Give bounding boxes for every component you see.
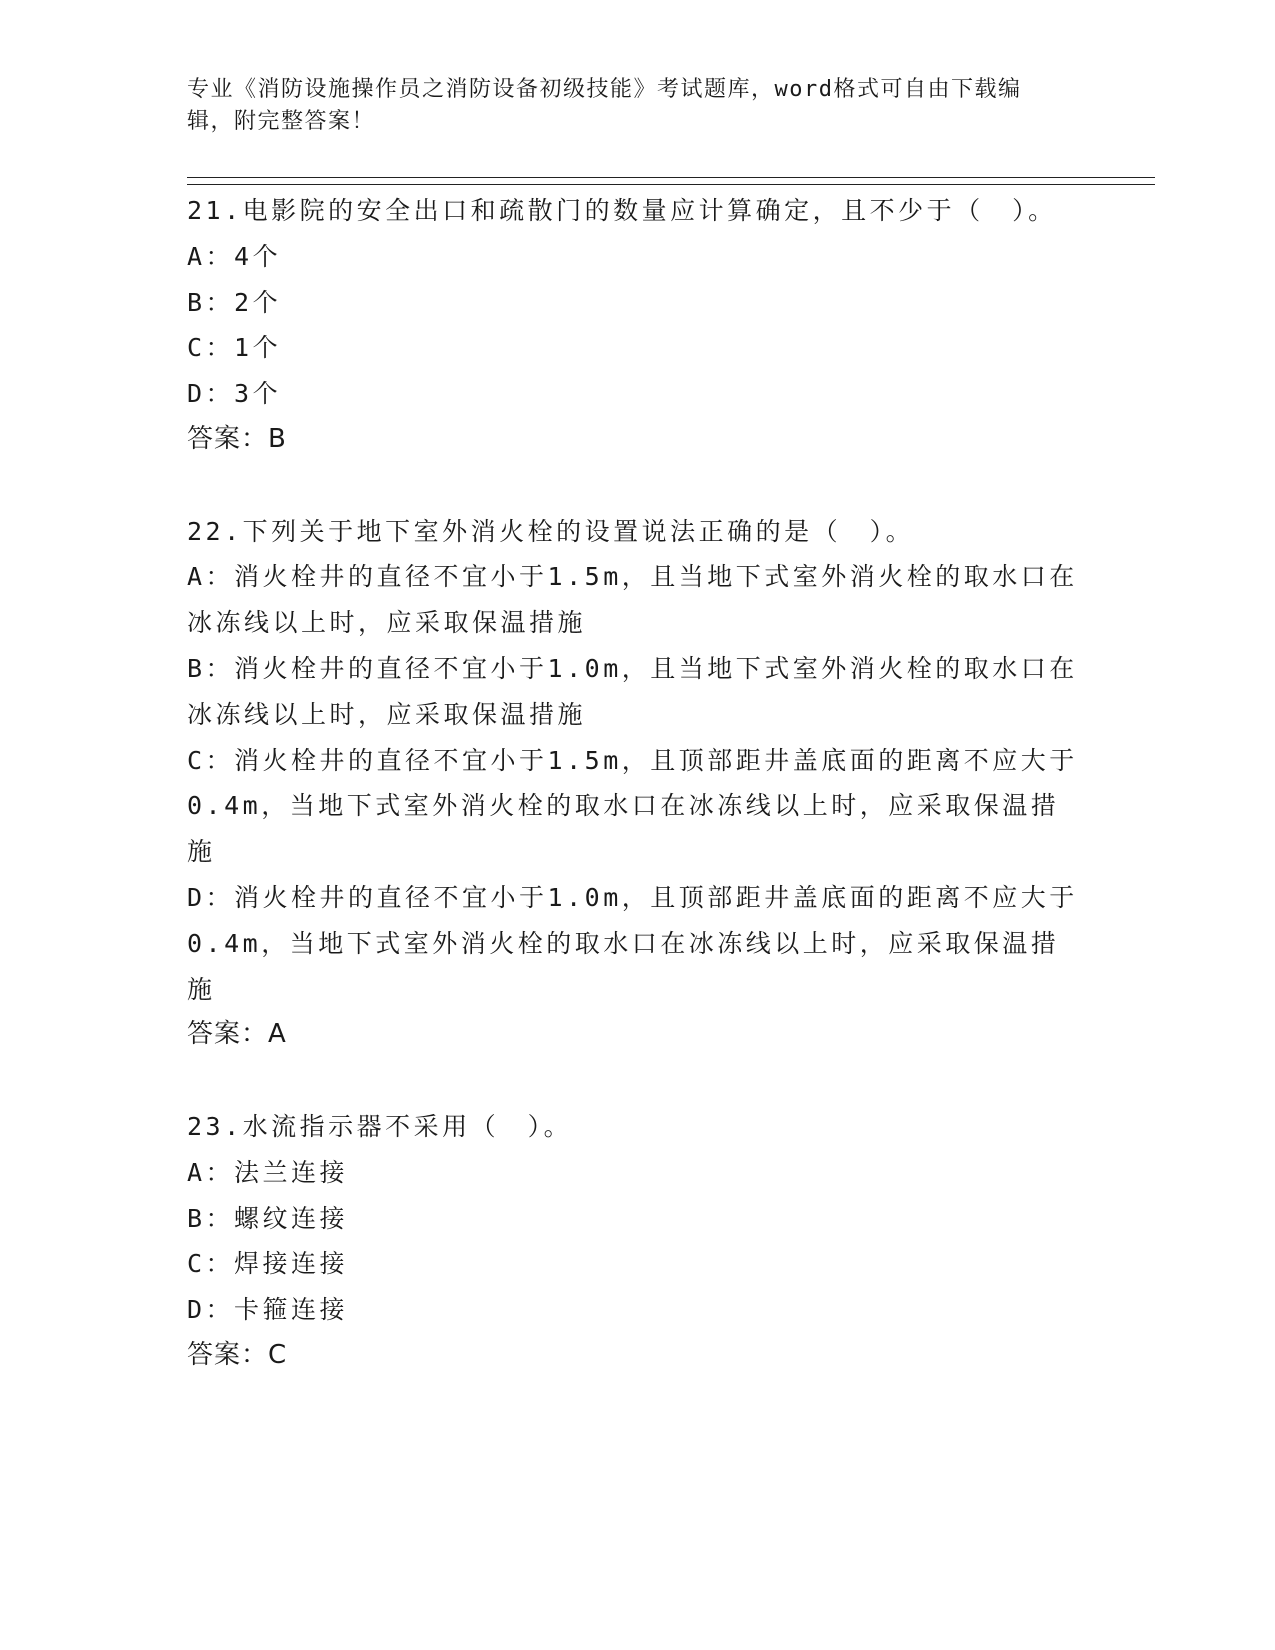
question-22: [187, 509, 1087, 1059]
question-stem: 23.水流指示器不采用（ ）。: [187, 1111, 573, 1141]
option-b: B：2个: [187, 287, 282, 317]
option-a: A：法兰连接: [187, 1157, 349, 1187]
option-c: C：焊接连接: [187, 1249, 349, 1279]
answer-key: 答案：A: [187, 1019, 287, 1050]
option-c: C：1个: [187, 333, 282, 363]
header-divider-top: [187, 177, 1155, 178]
option-d: D：3个: [187, 379, 282, 409]
document-intro: 专业《消防设施操作员之消防设备初级技能》考试题库，word格式可自由下载编辑，附完整答案！: [187, 77, 1022, 134]
question-spacer: [187, 1058, 1087, 1104]
question-stem: 22.下列关于地下室外消火栓的设置说法正确的是（ ）。: [187, 516, 915, 546]
option-d: D：卡箍连接: [187, 1295, 349, 1325]
option-a: A：消火栓井的直径不宜小于1.5m，且当地下式室外消火栓的取水口在冰冻线以上时，应采取保温措施: [187, 562, 1078, 638]
question-stem: 21.电影院的安全出口和疏散门的数量应计算确定，且不少于（ ）。: [187, 196, 1057, 225]
question-spacer: [187, 463, 1087, 509]
option-c: C：消火栓井的直径不宜小于1.5m，且顶部距井盖底面的距离不应大于0.4m，当地下式室外消火栓的取水口在冰冻线以上时，应采取保温措施: [187, 745, 1078, 867]
option-d: D：消火栓井的直径不宜小于1.0m，且顶部距井盖底面的距离不应大于0.4m，当地下式室外消火栓的取水口在冰冻线以上时，应采取保温措施: [187, 882, 1078, 1004]
option-b: B：消火栓井的直径不宜小于1.0m，且当地下式室外消火栓的取水口在冰冻线以上时，应采取保温措施: [187, 653, 1078, 729]
header-divider-bottom: [187, 184, 1155, 185]
question-23: [187, 1104, 1087, 1379]
answer-key: 答案：C: [187, 1339, 288, 1370]
question-21: [187, 188, 1087, 463]
option-b: B：螺纹连接: [187, 1203, 349, 1233]
option-a: A：4个: [187, 241, 282, 271]
question-list: [187, 188, 1087, 1379]
answer-key: 答案：B: [187, 423, 287, 454]
